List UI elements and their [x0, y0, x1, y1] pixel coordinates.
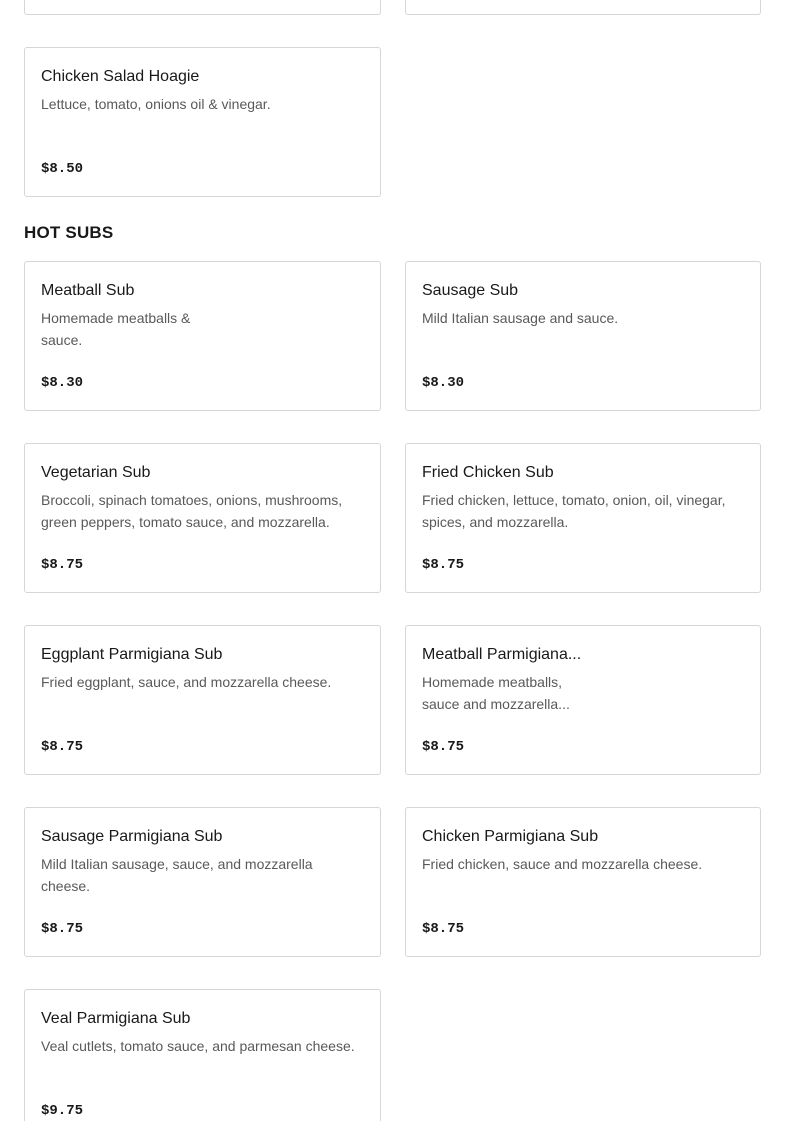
menu-item-card[interactable] [24, 807, 381, 957]
menu-item-card[interactable] [24, 261, 381, 411]
menu-item-card[interactable] [405, 807, 761, 957]
menu-item-name: Veal Parmigiana Sub [41, 1010, 191, 1027]
menu-item-name: Sausage Sub [422, 282, 519, 299]
section-title-hot-subs: HOT SUBS [24, 223, 114, 242]
menu-item-description: Lettuce, tomato, onions oil & vinegar. [41, 96, 271, 112]
menu-item-card[interactable] [24, 989, 381, 1121]
menu-item-description: Fried chicken, lettuce, tomato, onion, oil, vinegar, spices, and mozzarella. [422, 492, 726, 530]
menu-item-price: $8.75 [41, 921, 84, 937]
menu-item-price: $8.75 [422, 921, 465, 937]
menu-item-name: Vegetarian Sub [41, 464, 151, 481]
menu-item-price: $8.50 [41, 161, 84, 177]
menu-item-price: $8.75 [41, 739, 84, 755]
menu-item-name: Fried Chicken Sub [422, 464, 554, 481]
menu-item-description: Mild Italian sausage and sauce. [422, 310, 619, 326]
menu-item-price: $8.30 [41, 375, 84, 391]
menu-item-name: Meatball Sub [41, 282, 135, 299]
menu-item-description: Fried eggplant, sauce, and mozzarella cheese. [41, 674, 332, 690]
menu-item-description: Homemade meatballs & sauce. [41, 310, 191, 348]
menu-item-price: $8.75 [41, 557, 84, 573]
menu-item-description: Fried chicken, sauce and mozzarella cheese. [422, 856, 703, 872]
menu-item-price: $8.30 [422, 375, 465, 391]
menu-item-card[interactable] [405, 261, 761, 411]
menu-item-description: Broccoli, spinach tomatoes, onions, mushrooms, green peppers, tomato sauce, and mozzarella. [41, 492, 343, 530]
menu-item-price: $9.75 [41, 1103, 84, 1119]
menu-item-card[interactable] [405, 625, 761, 775]
menu-item-card-partial[interactable] [405, 0, 761, 15]
menu-item-price: $8.75 [422, 557, 465, 573]
menu-item-description: Veal cutlets, tomato sauce, and parmesan cheese. [41, 1038, 355, 1054]
menu-item-card[interactable] [24, 625, 381, 775]
menu-item-card-partial[interactable] [24, 0, 381, 15]
menu-item-name: Chicken Salad Hoagie [41, 68, 200, 85]
menu-item-name: Eggplant Parmigiana Sub [41, 646, 223, 663]
menu-item-name: Chicken Parmigiana Sub [422, 828, 599, 845]
menu-item-name: Meatball Parmigiana... [422, 646, 582, 663]
menu-item-description: Homemade meatballs, sauce and mozzarella... [422, 674, 570, 712]
menu-item-card[interactable] [405, 443, 761, 593]
menu-item-description: Mild Italian sausage, sauce, and mozzarella cheese. [41, 856, 313, 894]
menu-item-price: $8.75 [422, 739, 465, 755]
menu-item-card[interactable] [24, 443, 381, 593]
menu-item-name: Sausage Parmigiana Sub [41, 828, 223, 845]
menu-item-card[interactable] [24, 47, 381, 197]
